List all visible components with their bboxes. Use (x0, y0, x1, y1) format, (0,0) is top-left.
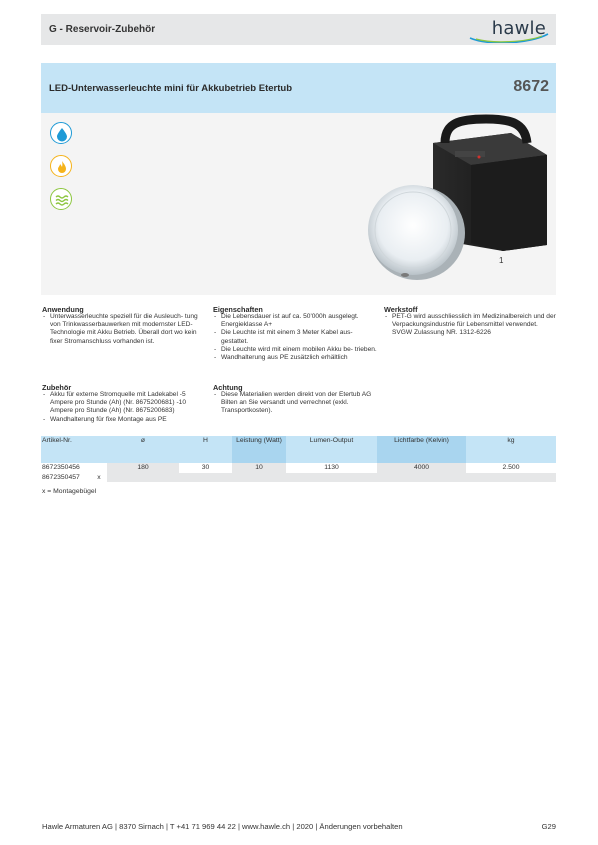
heading-werkstoff: Werkstoff (384, 305, 418, 314)
cell-power (232, 473, 286, 483)
list-item: - Akku für externe Stromquelle mit Ladekabel -5 Ampere pro Stunde (Ah) (Nr. 8675200681) -10 Ampere pro Stunde (Ah) (Nr. 8675200683) (42, 391, 207, 416)
list-item: - Unterwasserleuchte speziell für die Ausleuch- tung von Trinkwasserbauwerken mit modernster LED-Technologie mit Akku Betrieb. Überall dort wo kein fixer Stromanschluss vorhanden ist. (42, 313, 207, 346)
cell-color-temp: 4000 (377, 463, 466, 473)
cell-diameter: 180 (107, 463, 179, 473)
cell-color-temp (377, 473, 466, 483)
cell-article: 8672350456 (42, 464, 80, 471)
cell-diameter (107, 473, 179, 483)
cell-option: x (91, 473, 107, 483)
cell-article: 8672350457 (41, 473, 91, 483)
list-item: - PET-G wird ausschliesslich im Medizinalbereich und der Verpackungsindustrie für Lebensmittel verwendet. SVGW Zulassung NR. 1312-6226 (384, 313, 556, 338)
cell-lumen: 1130 (324, 464, 339, 471)
zubehoer-list (42, 391, 207, 424)
cell-option (91, 463, 107, 473)
table-row (41, 473, 556, 483)
product-photo (41, 113, 556, 295)
product-image-area (41, 113, 556, 295)
section-title: G - Reservoir-Zubehör (49, 24, 156, 35)
product-code: 8672 (513, 78, 549, 95)
col-header-article: Artikel-Nr. (41, 436, 91, 463)
eigenschaften-list (213, 313, 378, 362)
list-item: - Die Lebensdauer ist auf ca. 50'000h ausgelegt. Energieklasse A+ (213, 313, 378, 329)
achtung-list (213, 391, 378, 416)
table-row (41, 463, 556, 473)
cell-weight (466, 473, 556, 483)
hawle-logo (468, 17, 550, 43)
list-item: - Wandhalterung aus PE zusätzlich erhältlich (213, 354, 378, 362)
heading-anwendung: Anwendung (42, 305, 84, 314)
cell-power: 10 (232, 463, 286, 473)
logo-text: hawle (491, 18, 546, 39)
cell-weight: 2.500 (502, 464, 520, 471)
anwendung-list (42, 313, 207, 346)
header-bar (41, 14, 556, 45)
heading-zubehoer: Zubehör (42, 383, 72, 392)
spec-table (41, 436, 556, 482)
product-title: LED-Unterwasserleuchte mini für Akkubetrieb Etertub (49, 83, 293, 94)
list-item: - Die Leuchte ist mit einem 3 Meter Kabel aus- gestattet. (213, 329, 378, 345)
col-header-power: Leistung (Watt) (232, 436, 286, 463)
table-header-row (41, 436, 556, 463)
werkstoff-list (384, 313, 556, 338)
cell-height (179, 473, 232, 483)
table-note: x = Montagebügel (42, 488, 97, 495)
col-header-option (91, 436, 107, 463)
list-item: - Diese Materialien werden direkt von der Etertub AG Bilten an Sie versandt und verrechnet (exkl. Transportkosten). (213, 391, 378, 416)
col-header-weight: kg (466, 436, 556, 463)
col-header-lumen: Lumen-Output (286, 436, 377, 463)
product-title-bar (41, 63, 556, 113)
cell-height: 30 (201, 464, 210, 471)
col-header-diameter: ø (107, 436, 179, 463)
heading-eigenschaften: Eigenschaften (213, 305, 263, 314)
list-item: - Die Leuchte wird mit einem mobilen Akku be- trieben. (213, 346, 378, 354)
col-header-color-temp: Lichtfarbe (Kelvin) (377, 436, 466, 463)
footer-text: Hawle Armaturen AG | 8370 Sirnach | T +41 71 969 44 22 | www.hawle.ch | 2020 | Änderungen vorbehalten (42, 822, 403, 831)
col-header-height: H (179, 436, 232, 463)
list-item: - Wandhalterung für fixe Montage aus PE (42, 416, 207, 424)
figure-number: 1 (499, 256, 504, 265)
page-number: G29 (541, 822, 556, 831)
heading-achtung: Achtung (213, 383, 243, 392)
cell-lumen (286, 473, 377, 483)
